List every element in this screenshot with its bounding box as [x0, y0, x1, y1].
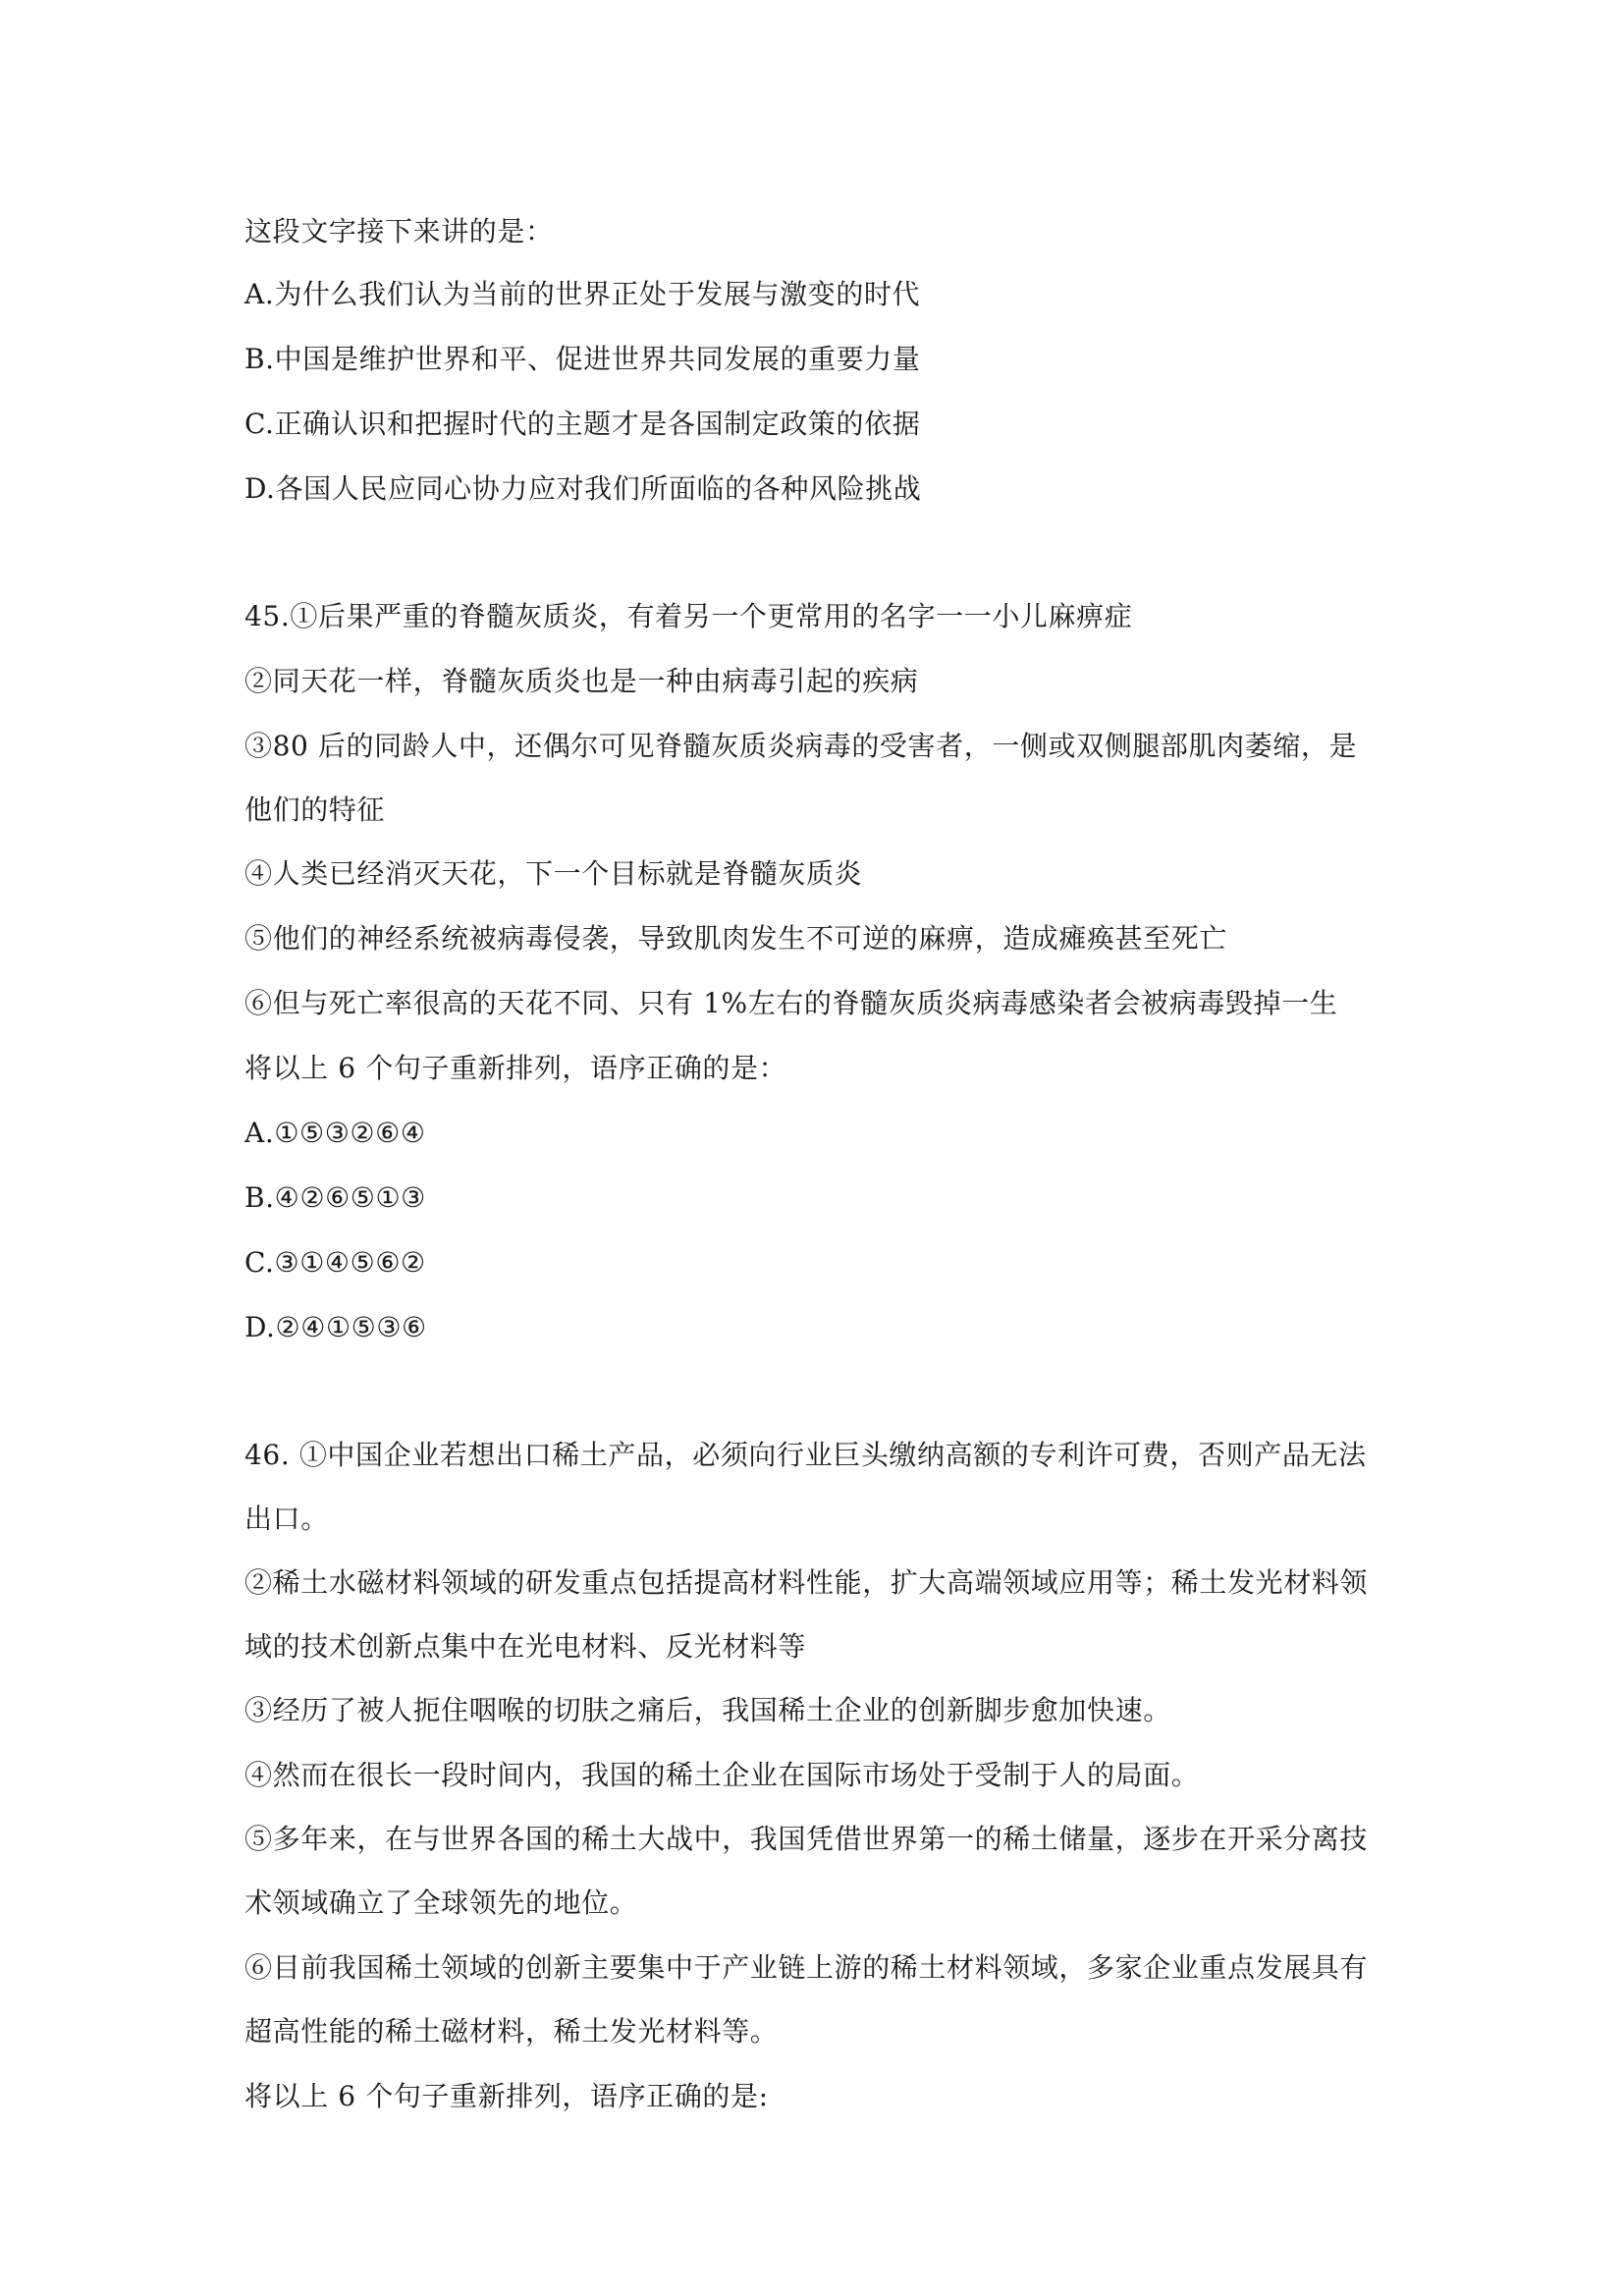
q46-sentence-2: ②稀土水磁材料领域的研发重点包括提高材料性能，扩大高端领域应用等；稀土发光材料领: [244, 1566, 1369, 1599]
q45-option-a: A.①⑤③②⑥④: [244, 1117, 426, 1149]
q46-sentence-5: ⑤多年来，在与世界各国的稀土大战中，我国凭借世界第一的稀土储量，逐步在开采分离技: [244, 1823, 1369, 1855]
q46-sentence-6: ⑥目前我国稀土领域的创新主要集中于产业链上游的稀土材料领域，多家企业重点发展具有: [244, 1951, 1369, 1984]
q45-sentence-3: ③80 后的同龄人中，还偶尔可见脊髓灰质炎病毒的受害者，一侧或双侧腿部肌肉萎缩，是: [244, 730, 1358, 762]
q46-sentence-4: ④然而在很长一段时间内，我国的稀土企业在国际市场处于受制于人的局面。: [244, 1759, 1200, 1791]
intro-question: 这段文字接下来讲的是：: [244, 215, 554, 247]
q45-sentence-3-cont: 他们的特征: [244, 793, 386, 826]
q46-sentence-1: 46. ①中国企业若想出口稀土产品，必须向行业巨头缴纳高额的专利许可费，否则产品无法: [244, 1439, 1367, 1471]
q46-question: 将以上 6 个句子重新排列，语序正确的是:: [244, 2080, 769, 2112]
q45-sentence-1: 45.①后果严重的脊髓灰质炎，有着另一个更常用的名字一一小儿麻痹症: [244, 600, 1133, 632]
q45-sentence-4: ④人类已经消灭天花，下一个目标就是脊髓灰质炎: [244, 857, 863, 890]
q46-sentence-2-cont: 域的技术创新点集中在光电材料、反光材料等: [244, 1630, 807, 1663]
q46-sentence-1-cont: 出口。: [244, 1503, 329, 1535]
q46-sentence-6-cont: 超高性能的稀土磁材料，稀土发光材料等。: [244, 2015, 779, 2048]
intro-option-d: D.各国人民应同心协力应对我们所面临的各种风险挑战: [244, 472, 922, 505]
q45-option-b: B.④②⑥⑤①③: [244, 1181, 426, 1214]
q46-sentence-3: ③经历了被人扼住咽喉的切肤之痛后，我国稀土企业的创新脚步愈加快速。: [244, 1694, 1171, 1726]
intro-option-c: C.正确认识和把握时代的主题才是各国制定政策的依据: [244, 408, 921, 440]
q45-sentence-6: ⑥但与死亡率很高的天花不同、只有 1%左右的脊髓灰质炎病毒感染者会被病毒毁掉一生: [244, 987, 1338, 1019]
q46-sentence-5-cont: 术领域确立了全球领先的地位。: [244, 1886, 638, 1919]
q45-option-c: C.③①④⑤⑥②: [244, 1246, 426, 1279]
q45-sentence-5: ⑤他们的神经系统被病毒侵袭，导致肌肉发生不可逆的麻痹，造成瘫痪甚至死亡: [244, 922, 1228, 955]
intro-option-a: A.为什么我们认为当前的世界正处于发展与激变的时代: [244, 278, 921, 310]
q45-sentence-2: ②同天花一样，脊髓灰质炎也是一种由病毒引起的疾病: [244, 665, 919, 697]
intro-option-b: B.中国是维护世界和平、促进世界共同发展的重要力量: [244, 343, 921, 375]
q45-option-d: D.②④①⑤③⑥: [244, 1311, 427, 1343]
q45-question: 将以上 6 个句子重新排列，语序正确的是：: [244, 1052, 787, 1084]
